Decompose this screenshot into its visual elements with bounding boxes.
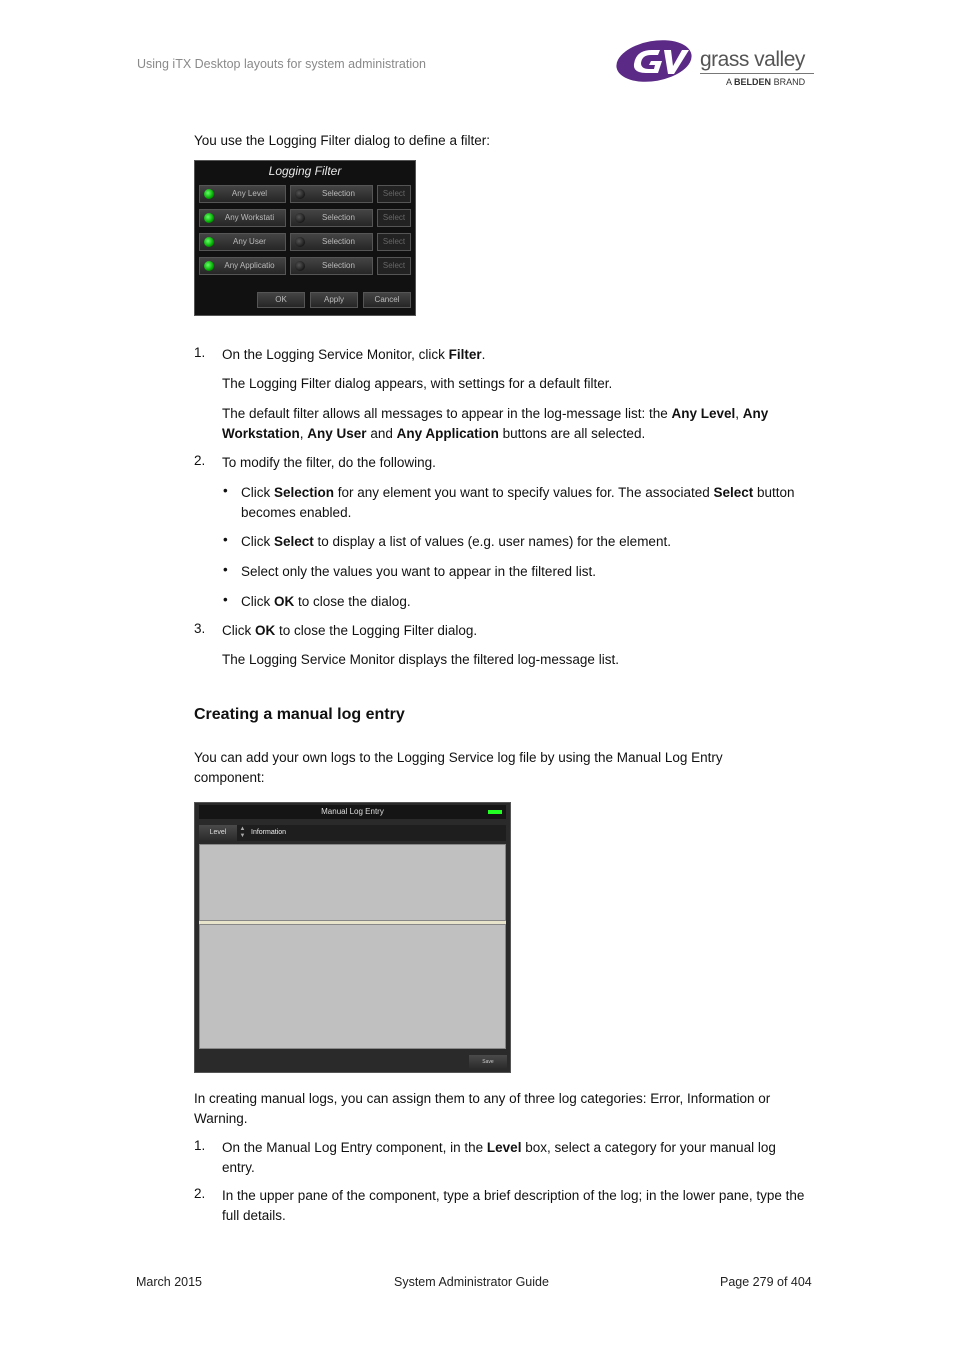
mle-step-1-text: On the Manual Log Entry component, in the Level box, select a category for your manual log entry. xyxy=(222,1140,776,1175)
led-off-icon xyxy=(295,189,305,199)
application-selection-button[interactable]: Selection xyxy=(290,257,373,275)
section-2-intro: You can add your own logs to the Logging Service log file by using the Manual Log Entry component: xyxy=(194,750,723,785)
led-on-icon xyxy=(204,213,214,223)
section-2-paragraph: In creating manual logs, you can assign them to any of three log categories: Error, Information or Warning. xyxy=(194,1091,771,1126)
workstation-select-button[interactable]: Select xyxy=(377,209,411,227)
logging-filter-title: Logging Filter xyxy=(268,164,342,178)
user-selection-button[interactable]: Selection xyxy=(290,233,373,251)
apply-button[interactable]: Apply xyxy=(310,292,358,308)
save-button[interactable]: Save xyxy=(469,1055,507,1069)
any-user-button[interactable]: Any User xyxy=(199,233,286,251)
filter-row-workstation xyxy=(199,209,411,227)
mle-title: Manual Log Entry xyxy=(321,807,384,816)
section-heading: Creating a manual log entry xyxy=(194,706,405,723)
spinner-arrows-icon[interactable]: ▲ ▼ xyxy=(239,826,246,839)
any-level-button[interactable]: Any Level xyxy=(199,185,286,203)
bullet-icon: • xyxy=(223,562,228,577)
bullet-icon: • xyxy=(223,483,228,498)
upper-pane-description-input[interactable] xyxy=(199,844,506,921)
cancel-button[interactable]: Cancel xyxy=(363,292,411,308)
ok-button[interactable]: OK xyxy=(257,292,305,308)
bullet-1-text: Click Selection for any element you want to specify values for. The associated Select button becomes enabled. xyxy=(241,485,795,520)
step-1-result: The Logging Filter dialog appears, with settings for a default filter. xyxy=(222,376,613,391)
bullet-icon: • xyxy=(223,532,228,547)
step-number: 2. xyxy=(194,453,206,468)
user-select-button[interactable]: Select xyxy=(377,233,411,251)
bullet-2-text: Click Select to display a list of values (e.g. user names) for the element. xyxy=(241,534,671,549)
workstation-selection-button[interactable]: Selection xyxy=(290,209,373,227)
step-number: 1. xyxy=(194,1138,206,1153)
bullet-icon: • xyxy=(223,592,228,607)
any-application-button[interactable]: Any Applicatio xyxy=(199,257,286,275)
grass-valley-logo xyxy=(616,36,816,92)
bullet-4-text: Click OK to close the dialog. xyxy=(241,594,411,609)
intro-text: You use the Logging Filter dialog to define a filter: xyxy=(194,133,490,148)
any-workstation-button[interactable]: Any Workstati xyxy=(199,209,286,227)
led-off-icon xyxy=(295,261,305,271)
status-indicator-icon xyxy=(488,810,502,814)
led-off-icon xyxy=(295,213,305,223)
step-1-text: On the Logging Service Monitor, click Filter. xyxy=(222,347,486,362)
footer-page-number: Page 279 of 404 xyxy=(720,1275,812,1289)
filter-row-level xyxy=(199,185,411,203)
led-off-icon xyxy=(295,237,305,247)
manual-log-entry-component xyxy=(194,802,511,1073)
filter-row-user xyxy=(199,233,411,251)
logging-filter-dialog xyxy=(194,160,416,316)
level-select-button[interactable]: Select xyxy=(377,185,411,203)
step-number: 3. xyxy=(194,621,206,636)
footer-date: March 2015 xyxy=(136,1275,203,1289)
step-2-text: To modify the filter, do the following. xyxy=(222,455,436,470)
step-number: 2. xyxy=(194,1186,206,1201)
running-header: Using iTX Desktop layouts for system administration xyxy=(137,57,426,71)
mle-step-2-text: In the upper pane of the component, type a brief description of the log; in the lower pane, type the full details. xyxy=(222,1188,805,1223)
application-select-button[interactable]: Select xyxy=(377,257,411,275)
footer-doc-title: System Administrator Guide xyxy=(394,1275,549,1289)
brand-tagline: A BELDEN BRAND xyxy=(726,77,806,87)
filter-row-application xyxy=(199,257,411,275)
brand-name: grass valley xyxy=(700,48,805,71)
level-button[interactable]: Level xyxy=(199,825,237,841)
step-3-text: Click OK to close the Logging Filter dialog. xyxy=(222,623,478,638)
lower-pane-details-input[interactable] xyxy=(199,924,506,1049)
level-value: Information xyxy=(251,829,287,836)
step-3-result: The Logging Service Monitor displays the filtered log-message list. xyxy=(222,652,619,667)
level-selection-button[interactable]: Selection xyxy=(290,185,373,203)
led-on-icon xyxy=(204,189,214,199)
bullet-3-text: Select only the values you want to appear in the filtered list. xyxy=(241,564,596,579)
step-number: 1. xyxy=(194,345,206,360)
level-row xyxy=(199,825,506,841)
mle-title-bar xyxy=(199,805,506,819)
led-on-icon xyxy=(204,237,214,247)
step-1-detail: The default filter allows all messages to appear in the log-message list: the Any Level, Any Workstation, Any User and Any Application buttons are all selected. xyxy=(222,406,769,441)
led-on-icon xyxy=(204,261,214,271)
